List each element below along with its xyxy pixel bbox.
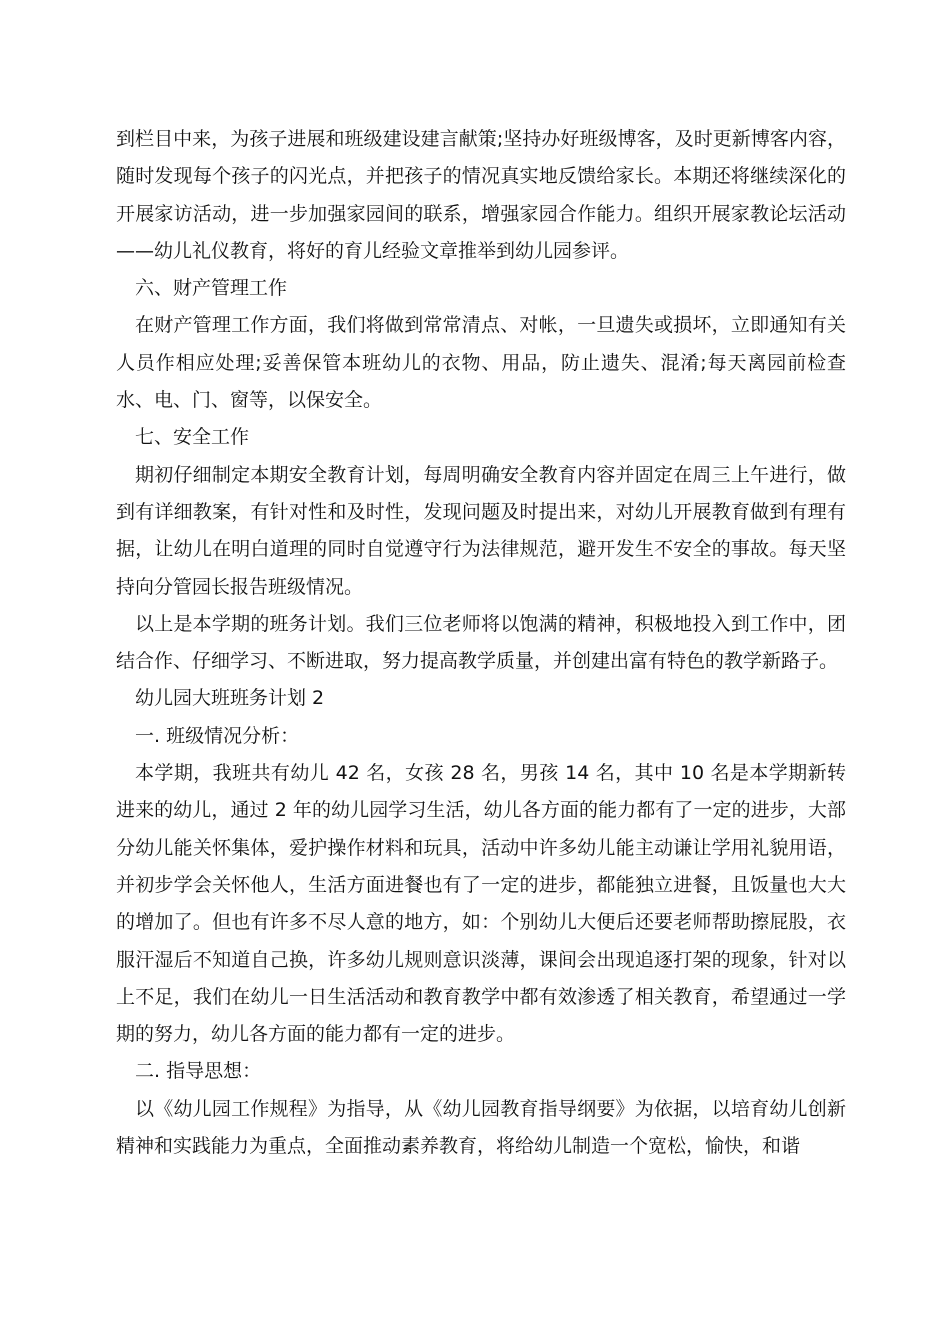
paragraph-home-school-cooperation: 到栏目中来，为孩子进展和班级建设建言献策;坚持办好班级博客，及时更新博客内容，随时发现每个孩子的闪光点，并把孩子的情况真实地反馈给家长。本期还将继续深化的开展家访活动，进一步加强家园间的联系，增强家园合作能力。组织开展家教论坛活动——幼儿礼仪教育，将好的育儿经验文章推举到幼儿园参评。 bbox=[116, 128, 846, 262]
heading-safety-work: 七、安全工作 bbox=[135, 426, 250, 449]
heading-property-management: 六、财产管理工作 bbox=[135, 277, 288, 300]
heading-plan-2: 幼儿园大班班务计划 2 bbox=[135, 687, 325, 710]
paragraph-class-analysis: 本学期，我班共有幼儿 42 名，女孩 28 名，男孩 14 名，其中 10 名是本学期新转进来的幼儿，通过 2 年的幼儿园学习生活，幼儿各方面的能力都有了一定的进步，大部分幼儿能关怀集体，爱护操作材料和玩具，活动中许多幼儿能主动谦让学用礼貌用语，并初步学会关怀他人，生活方面进餐也有了一定的进步，都能独立进餐，且饭量也大大的增加了。但也有许多不尽人意的地方，如：个别幼儿大便后还要老师帮助擦屁股，衣服汗湿后不知道自己换，许多幼儿规则意识淡薄，课间会出现追逐打架的现象，针对以上不足，我们在幼儿一日生活活动和教育教学中都有效渗透了相关教育，希望通过一学期的努力，幼儿各方面的能力都有一定的进步。 bbox=[116, 762, 846, 1046]
paragraph-property-management: 在财产管理工作方面，我们将做到常常清点、对帐，一旦遗失或损坏，立即通知有关人员作相应处理;妥善保管本班幼儿的衣物、用品，防止遗失、混淆;每天离园前检查水、电、门、窗等，以保安全。 bbox=[116, 314, 846, 412]
heading-guiding-ideology: 二. 指导思想： bbox=[135, 1060, 262, 1083]
paragraph-conclusion: 以上是本学期的班务计划。我们三位老师将以饱满的精神，积极地投入到工作中，团结合作、仔细学习、不断进取，努力提高教学质量，并创建出富有特色的教学新路子。 bbox=[116, 612, 846, 673]
paragraph-guiding-ideology: 以《幼儿园工作规程》为指导，从《幼儿园教育指导纲要》为依据，以培育幼儿创新精神和实践能力为重点，全面推动素养教育，将给幼儿制造一个宽松，愉快，和谐 bbox=[116, 1097, 846, 1158]
document-body bbox=[116, 121, 846, 1165]
heading-class-analysis: 一. 班级情况分析： bbox=[135, 724, 300, 747]
paragraph-safety-work: 期初仔细制定本期安全教育计划，每周明确安全教育内容并固定在周三上午进行，做到有详细教案，有针对性和及时性，发现问题及时提出来，对幼儿开展教育做到有理有据，让幼儿在明白道理的同时自觉遵守行为法律规范，避开发生不安全的事故。每天坚持向分管园长报告班级情况。 bbox=[116, 463, 846, 598]
